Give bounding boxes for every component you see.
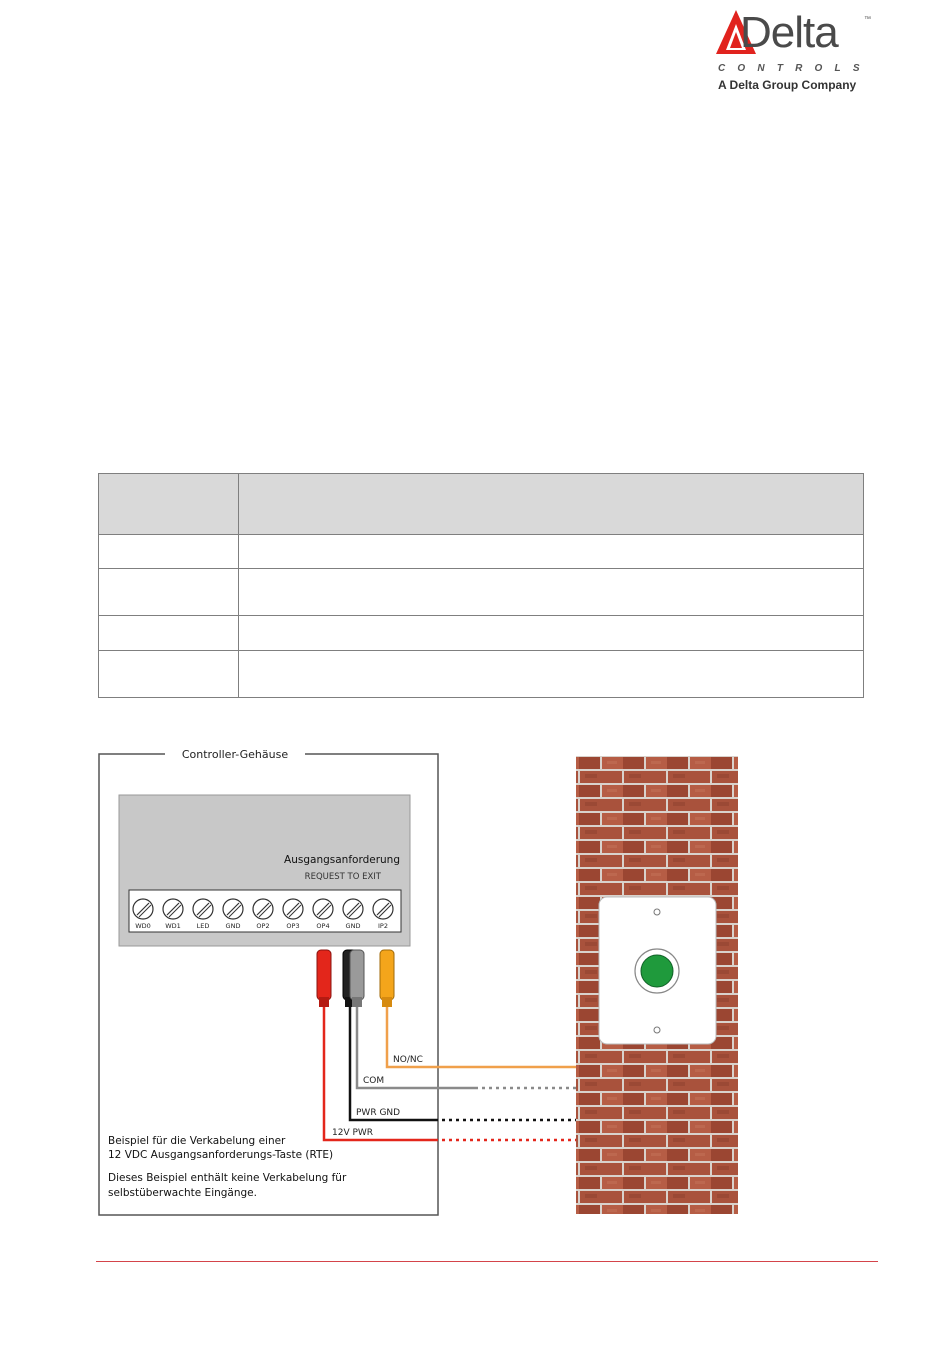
terminal-label: IP2 [378, 922, 388, 930]
wiring-diagram-svg [95, 742, 745, 1222]
table-row [99, 651, 864, 698]
rte-push-button-icon [599, 897, 716, 1044]
wire-tips [317, 950, 394, 1007]
wires [324, 1007, 585, 1140]
terminal-label: GND [225, 922, 241, 930]
table-cell [99, 535, 239, 569]
spec-table [98, 473, 864, 698]
table-cell [239, 651, 864, 698]
table-row [99, 569, 864, 616]
delta-controls-logo [712, 8, 882, 98]
table-row [99, 616, 864, 651]
terminal-label: OP2 [256, 922, 270, 930]
table-row [99, 535, 864, 569]
note-line-3: Dieses Beispiel enthält keine Verkabelung für [108, 1172, 347, 1184]
table-cell [239, 616, 864, 651]
terminal-label: LED [196, 922, 210, 930]
enclosure-label: Controller-Gehäuse [181, 748, 289, 761]
terminal-label: OP4 [316, 922, 330, 930]
wire-label-com: COM [363, 1076, 385, 1086]
table-cell [99, 651, 239, 698]
wire-label-12v: 12V PWR [332, 1128, 374, 1138]
table-header-row [99, 474, 864, 535]
wire-label-pwr-gnd: PWR GND [356, 1108, 401, 1118]
note-line-2: 12 VDC Ausgangsanforderungs-Taste (RTE) [108, 1149, 334, 1161]
table-cell [99, 474, 239, 535]
wire-label-nonc: NO/NC [393, 1055, 423, 1065]
terminal-label: WD1 [165, 922, 181, 930]
terminal-label: WD0 [135, 922, 151, 930]
note-line-1: Beispiel für die Verkabelung einer [108, 1135, 286, 1147]
terminal-label: GND [345, 922, 361, 930]
table-cell [239, 474, 864, 535]
wiring-diagram [95, 742, 745, 1222]
footer-rule [96, 1261, 878, 1262]
logo-tagline: CONTROLS [718, 63, 872, 74]
table-cell [239, 535, 864, 569]
table-cell [99, 616, 239, 651]
logo-trademark: ™ [864, 16, 871, 23]
logo-company: A Delta Group Company [718, 78, 857, 92]
board-title: Ausgangsanforderung [284, 854, 400, 866]
note-line-4: selbstüberwachte Eingänge. [108, 1187, 257, 1199]
terminal-group [133, 899, 393, 930]
logo-wordmark: Delta [740, 8, 838, 57]
board-subtitle: REQUEST TO EXIT [304, 872, 381, 882]
terminal-label: OP3 [286, 922, 300, 930]
table-cell [239, 569, 864, 616]
table-cell [99, 569, 239, 616]
